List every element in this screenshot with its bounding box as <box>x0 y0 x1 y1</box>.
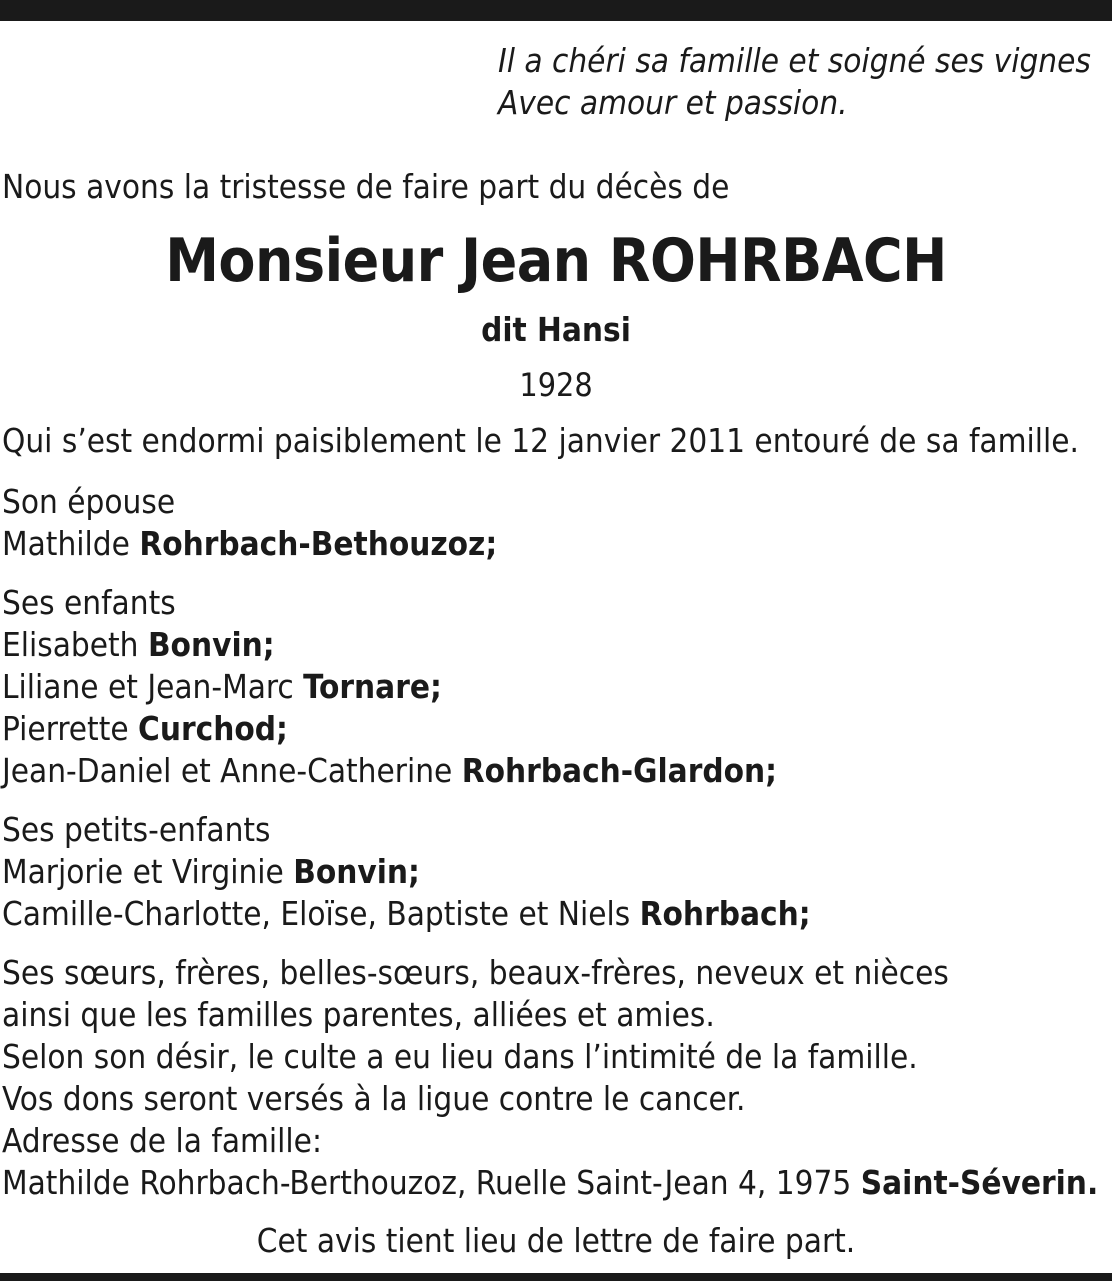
child-entry <box>2 624 275 666</box>
child-entry <box>2 666 442 708</box>
top-rule <box>0 0 1112 21</box>
grandchild-surname: Bonvin; <box>293 852 420 891</box>
child-first-names: Jean-Daniel et Anne-Catherine <box>2 751 453 790</box>
child-surname: Curchod; <box>138 709 288 748</box>
spouse-surname: Rohrbach-Bethouzoz; <box>139 524 498 563</box>
spouse-heading: Son épouse <box>2 482 176 521</box>
closing-line: Vos dons seront versés à la ligue contre le cancer. <box>2 1079 746 1118</box>
child-surname: Rohrbach-Glardon; <box>461 751 778 790</box>
address-street: Mathilde Rohrbach-Berthouzoz, Ruelle Saint-Jean 4, 1975 <box>2 1163 852 1202</box>
closing-line: Adresse de la famille: <box>2 1121 322 1160</box>
grandchild-first-names: Camille-Charlotte, Eloïse, Baptiste et Niels <box>2 894 631 933</box>
bottom-rule <box>0 1273 1112 1281</box>
family-address <box>2 1162 1098 1204</box>
birth-year: 1928 <box>519 366 593 404</box>
child-first-names: Pierrette <box>2 709 129 748</box>
grandchild-first-names: Marjorie et Virginie <box>2 852 284 891</box>
closing-line: Ses sœurs, frères, belles-sœurs, beaux-frères, neveux et nièces <box>2 953 949 992</box>
grandchild-surname: Rohrbach; <box>639 894 811 933</box>
address-locality: Saint-Séverin. <box>860 1163 1099 1202</box>
deceased-name: Monsieur Jean ROHRBACH <box>165 226 947 296</box>
footer-note: Cet avis tient lieu de lettre de faire part. <box>256 1221 856 1260</box>
closing-line: Selon son désir, le culte a eu lieu dans l’intimité de la famille. <box>2 1037 918 1076</box>
deceased-nickname: dit Hansi <box>481 310 631 349</box>
epigraph-line-2: Avec amour et passion. <box>498 83 848 122</box>
child-first-names: Elisabeth <box>2 625 139 664</box>
grandchildren-heading: Ses petits-enfants <box>2 810 271 849</box>
epigraph-line-1: Il a chéri sa famille et soigné ses vignes <box>498 41 1091 80</box>
children-heading: Ses enfants <box>2 583 176 622</box>
death-notice: Qui s’est endormi paisiblement le 12 janvier 2011 entouré de sa famille. <box>2 421 1079 460</box>
spouse-first-name: Mathilde <box>2 524 130 563</box>
child-surname: Tornare; <box>303 667 442 706</box>
spouse-entry <box>2 523 497 565</box>
intro-text: Nous avons la tristesse de faire part du décès de <box>2 167 730 206</box>
child-first-names: Liliane et Jean-Marc <box>2 667 294 706</box>
child-surname: Bonvin; <box>147 625 275 664</box>
closing-line: ainsi que les familles parentes, alliées et amies. <box>2 995 715 1034</box>
grandchild-entry <box>2 851 420 893</box>
child-entry <box>2 708 288 750</box>
child-entry <box>2 750 777 792</box>
grandchild-entry <box>2 893 811 935</box>
